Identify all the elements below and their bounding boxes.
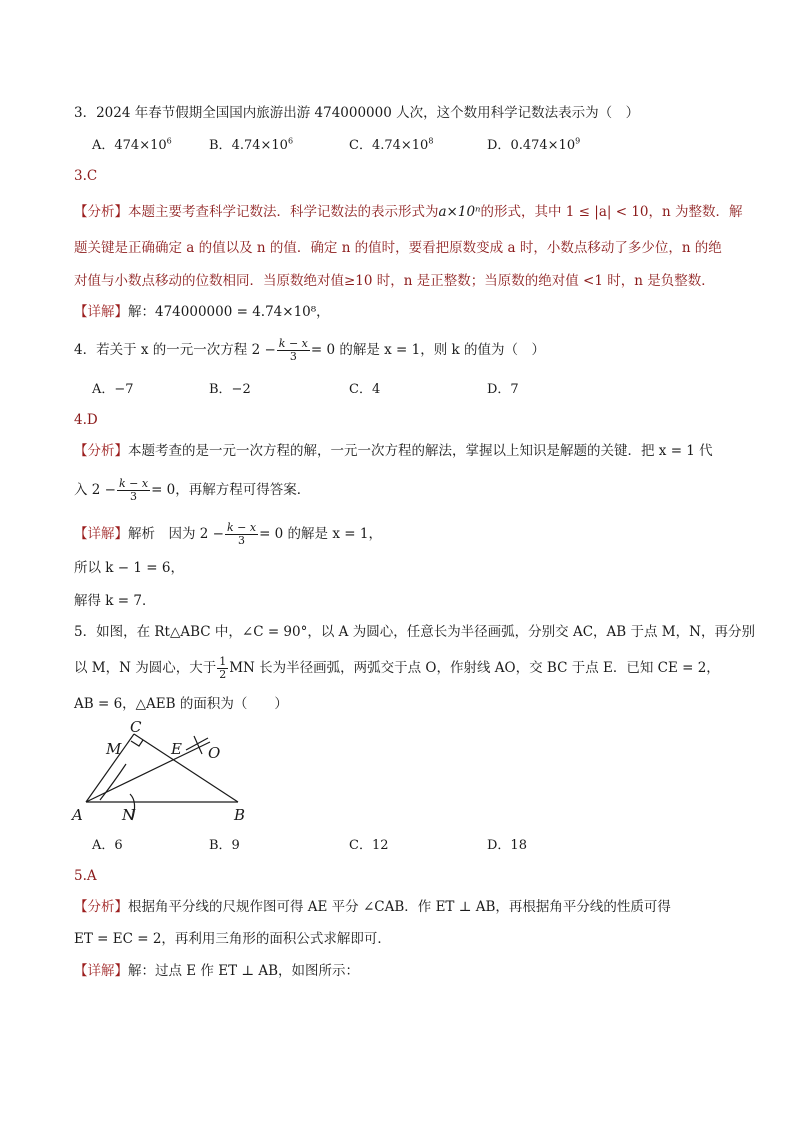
q5-option-a: A．6 [92, 838, 123, 853]
q3-option-a: A．$474\times 10^6$ [92, 136, 172, 153]
q5-option-d: D．18 [487, 838, 527, 853]
q4-detail-line1: 【详解】解析 因为 2 − $\frac{k - x}{3}$ = 0 的解是 x = 1， [74, 521, 382, 547]
q3-analysis-line2: 题关键是正确确定 a 的值以及 n 的值．确定 n 的值时，要看把原数变成 a 时，小数点移动了多少位，n 的绝 [74, 240, 722, 256]
q3-option-c: C．$4.74\times 10^8$ [349, 136, 434, 153]
label-e: E [171, 740, 182, 758]
q3-option-d: D．$0.474\times 10^9$ [487, 136, 581, 153]
q5-answer: 5.A [74, 868, 97, 884]
q5-half-fraction: $\frac{1}{2}$ [219, 655, 227, 681]
segment-cb [134, 734, 238, 802]
q3-answer: 3.C [74, 168, 98, 184]
q5-stem-line3: AB = 6，△AEB 的面积为（ ） [74, 696, 288, 712]
label-o: O [208, 744, 221, 762]
triangle-figure [68, 716, 258, 826]
label-b: B [234, 806, 246, 824]
q5-stem-line2: 以 M，N 为圆心，大于 $\frac{1}{2}$ MN 长为半径画弧，两弧交于点 O，作射线 AO，交 BC 于点 E．已知 CE = 2， [74, 655, 720, 681]
q5-detail: 【详解】解：过点 E 作 ET ⊥ AB，如图所示： [74, 963, 360, 979]
q5-stem-line1: 5．如图，在 Rt△ABC 中，∠C = 90°，以 A 为圆心，任意长为半径画弧，分别交 AC，AB 于点 M，N，再分别 [74, 624, 755, 640]
q4-stem: 4．若关于 x 的一元一次方程 2 − $\frac{k - x}{3}$ = 0 的解是 x = 1，则 k 的值为（ ） [74, 337, 546, 363]
label-n: N [122, 806, 136, 824]
q4-option-a: A．−7 [92, 382, 134, 397]
q3-detail: 【详解】解：474000000 = 4.74×10⁸， [74, 304, 330, 320]
label-m: M [106, 740, 122, 758]
label-c: C [130, 718, 142, 736]
q4-option-b: B．−2 [209, 382, 251, 397]
q5-option-b: B．9 [209, 838, 240, 853]
q4-option-d: D．7 [487, 382, 519, 397]
q5-analysis-line2: ET = EC = 2，再利用三角形的面积公式求解即可． [74, 931, 391, 947]
q4-analysis-line1: 【分析】本题考查的是一元一次方程的解，一元一次方程的解法，掌握以上知识是解题的关键．把 x = 1 代 [74, 443, 713, 459]
q3-analysis-line1: 【分析】本题主要考查科学记数法．科学记数法的表示形式为a×10ⁿ的形式，其中 1 ≤ |a| < 10，n 为整数．解 [74, 204, 743, 220]
q4-option-c: C．4 [349, 382, 381, 397]
q3-analysis-line3: 对值与小数点移动的位数相同．当原数绝对值≥10 时，n 是正整数；当原数的绝对值 <1 时，n 是负整数． [74, 273, 715, 289]
right-angle-mark [131, 740, 143, 746]
q5-analysis-line1: 【分析】根据角平分线的尺规作图可得 AE 平分 ∠CAB．作 ET ⊥ AB，再根据角平分线的性质可得 [74, 899, 671, 915]
label-a: A [72, 806, 83, 824]
q4-analysis-line2: 入 2 − $\frac{k - x}{3}$ = 0，再解方程可得答案． [74, 477, 311, 503]
q4-detail-line3: 解得 k = 7． [74, 593, 156, 609]
q4-fraction: $\frac{k - x}{3}$ [278, 337, 308, 363]
q4-detail-line2: 所以 k − 1 = 6， [74, 560, 184, 576]
q3-option-b: B．$4.74\times 10^6$ [209, 136, 294, 153]
q3-stem: 3．2024 年春节假期全国国内旅游出游 474000000 人次，这个数用科学记数法表示为（ ） [74, 105, 640, 121]
q5-option-c: C．12 [349, 838, 389, 853]
q4-answer: 4.D [74, 412, 98, 428]
arc-m [100, 764, 126, 800]
